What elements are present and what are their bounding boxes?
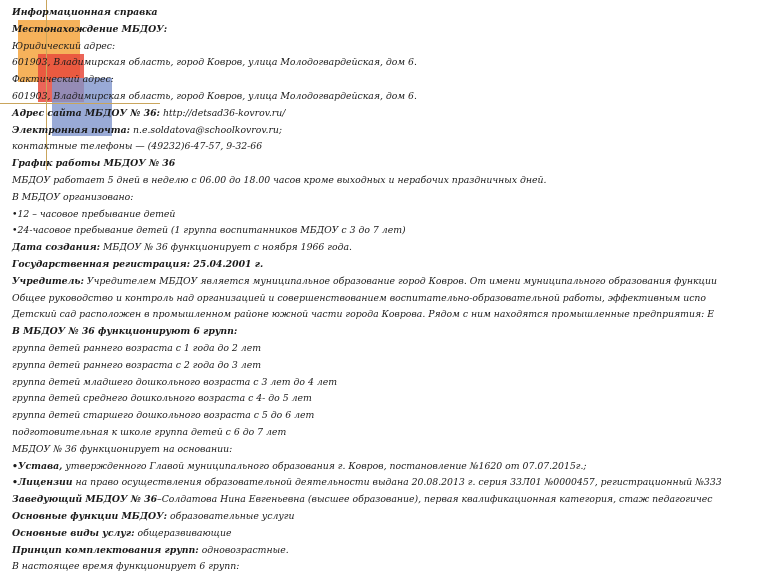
list-item: группа детей младшего дошкольного возраста с 3 лет до 4 лет xyxy=(12,376,338,388)
line-legal-address: 601903, Владимирская область, город Ковров, улица Молодогвардейская, дом 6. xyxy=(12,57,417,69)
line-head: Заведующий МБДОУ № 36–Солдатова Нина Евгеньевна (высшее образование), первая квалификационная категория, стаж педагогичес xyxy=(12,494,713,506)
line-actual-address-label: Фактический адрес: xyxy=(12,74,114,86)
line-main-functions: Основные функции МБДОУ: образовательные услуги xyxy=(12,510,295,522)
line-basis-heading: МБДОУ № 36 функционирует на основании: xyxy=(12,443,233,455)
line-phones: контактные телефоны — (49232)6-47-57, 9-32-66 xyxy=(12,141,263,153)
line-email: Электронная почта: n.e.soldatova@schoolkovrov.ru; xyxy=(12,124,283,136)
line-actual-address: 601903, Владимирская область, город Ковров, улица Молодогвардейская, дом 6. xyxy=(12,90,417,102)
line-legal-address-label: Юридический адрес: xyxy=(12,40,116,52)
line-location-heading: Местонахождение МБДОУ: xyxy=(12,23,168,35)
email-link[interactable]: n.e.soldatova@schoolkovrov.ru; xyxy=(130,124,283,136)
line-grouping-principle: Принцип комплектования групп: одновозрастные. xyxy=(12,544,289,556)
line-registration: Государственная регистрация: 25.04.2001 г. xyxy=(12,258,264,270)
line-organized: В МБДОУ организовано: xyxy=(12,191,134,203)
line-groups-heading: В МБДОУ № 36 функционируют 6 групп: xyxy=(12,326,238,338)
line-12-hour: •12 – часовое пребывание детей xyxy=(12,208,176,220)
line-schedule: МБДОУ работает 5 дней в неделю с 06.00 до 18.00 часов кроме выходных и нерабочих праздничных дней. xyxy=(12,174,547,186)
line-founder: Учредитель: Учредителем МБДОУ является муниципальное образование город Ковров. От имени муниципального образования функции xyxy=(12,275,717,287)
list-item: группа детей старшего дошкольного возраста с 5 до 6 лет xyxy=(12,410,315,422)
line-website: Адрес сайта МБДОУ № 36: http://detsad36-kovrov.ru/ xyxy=(12,107,286,119)
info-text-block xyxy=(12,5,772,576)
line-management: Общее руководство и контроль над организацией и совершенствованием воспитательно-образовательной работы, эффективным испо xyxy=(12,292,706,304)
line-license: •Лицензии на право осуществления образовательной деятельности выдана 20.08.2013 г. серия 33Л01 №0000457, регистрационный №333 xyxy=(12,477,722,489)
list-item: группа детей среднего дошкольного возраста с 4- до 5 лет xyxy=(12,393,312,405)
line-service-types: Основные виды услуг: общеразвивающие xyxy=(12,527,232,539)
line-schedule-heading: График работы МБДОУ № 36 xyxy=(12,158,176,170)
title-text: Информационная справка xyxy=(12,7,158,18)
line-current-groups: В настоящее время функционирует 6 групп: xyxy=(12,561,240,573)
website-link[interactable]: http://detsad36-kovrov.ru/ xyxy=(159,107,286,119)
line-title xyxy=(12,5,772,22)
list-item: подготовительная к школе группа детей с 6 до 7 лет xyxy=(12,426,287,438)
list-item: группа детей раннего возраста с 1 года до 2 лет xyxy=(12,342,262,354)
line-charter: •Устава, утвержденного Главой муниципального образования г. Ковров, постановление №1620 от 07.07.2015г.; xyxy=(12,460,587,472)
list-item: группа детей раннего возраста с 2 года до 3 лет xyxy=(12,359,262,371)
line-location-district: Детский сад расположен в промышленном районе южной части города Коврова. Рядом с ним находятся промышленные предприятия: Е xyxy=(12,309,715,321)
line-24-hour: •24-часовое пребывание детей (1 группа воспитанников МБДОУ с 3 до 7 лет) xyxy=(12,225,406,237)
line-founded: Дата создания: МБДОУ № 36 функционирует с ноября 1966 года. xyxy=(12,242,352,254)
